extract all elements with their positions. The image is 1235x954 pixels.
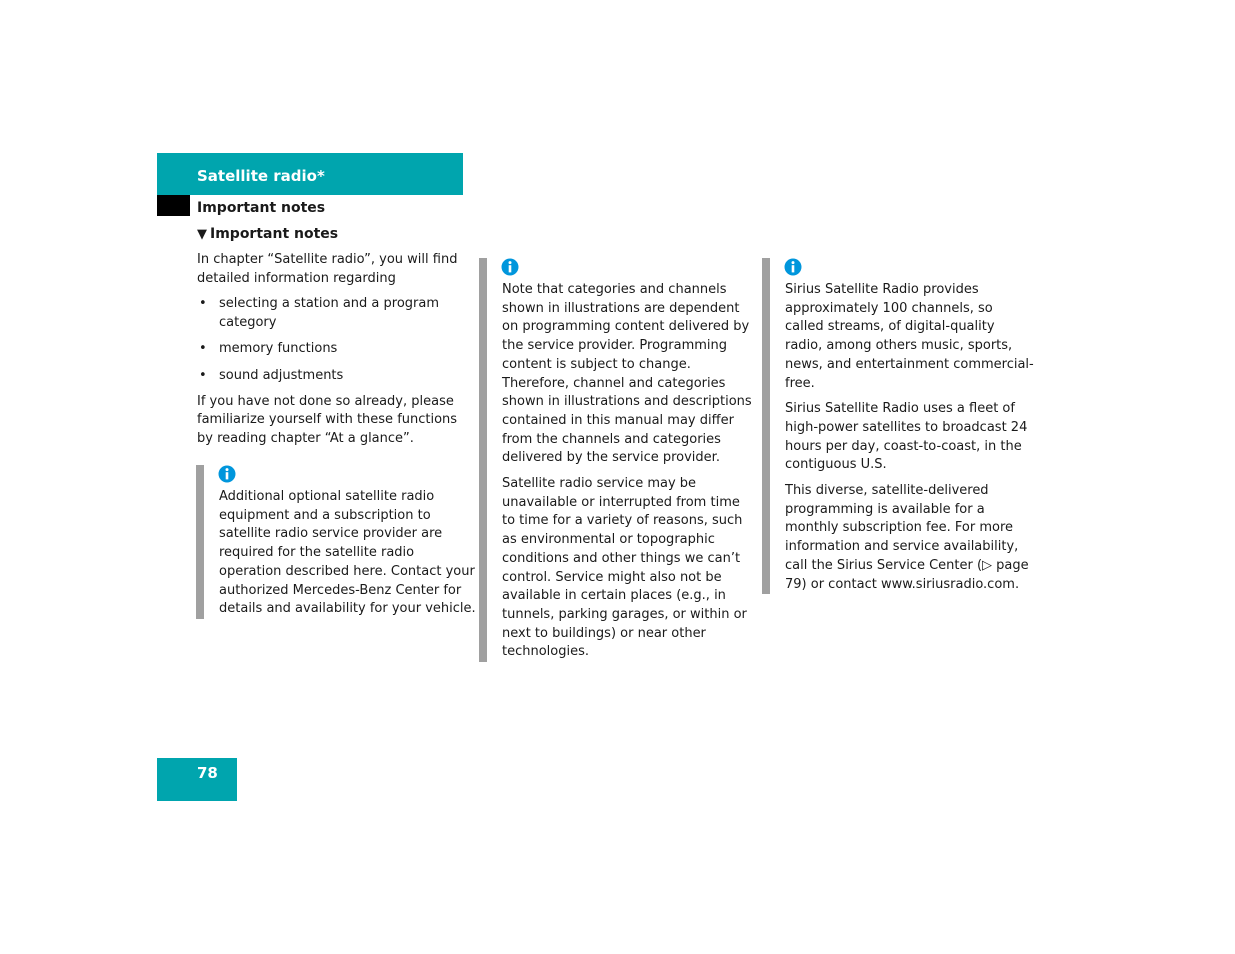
bullet-icon: • [199, 296, 207, 312]
info-icon [218, 465, 236, 483]
list-item: • sound adjustments [197, 367, 469, 386]
info-paragraph: Note that categories and channels shown in illustrations are dependent on programming content delivered by the service provider. Programming content is subject to change. Therefore, channel and categories shown in illustrations and descriptions contained in this manual may differ from the channels and categories delivered by the service provider. [502, 282, 752, 466]
triangle-down-icon: ▼ [197, 227, 207, 242]
list-item: • memory functions [197, 340, 469, 359]
bullet-icon: • [199, 341, 207, 357]
info-note-1 [196, 465, 479, 619]
list-item: • selecting a station and a program category [199, 296, 440, 331]
chapter-header-bar [157, 153, 463, 195]
page-number: 78 [197, 764, 218, 782]
info-paragraph: Sirius Satellite Radio uses a fleet of high-power satellites to broadcast 24 hours per day, coast-to-coast, in the contiguous U.S. [785, 401, 1028, 473]
function-list [197, 295, 469, 385]
info-note-2 [479, 258, 756, 662]
intro-paragraph: In chapter “Satellite radio”, you will find detailed information regarding [197, 252, 458, 286]
info-paragraph: Sirius Satellite Radio provides approximately 100 channels, so called streams, of digital-quality radio, among others music, sports, news, and entertainment commercial-free. [785, 282, 1034, 391]
section-subtitle: Important notes [197, 200, 326, 216]
bullet-icon: • [199, 367, 207, 383]
info-icon [501, 258, 519, 276]
info-note-text: Additional optional satellite radio equipment and a subscription to satellite radio service provider are required for the satellite radio operation described here. Contact your authorized Mercedes-Benz Center for details and availability for your vehicle. [219, 489, 476, 617]
section-heading [197, 225, 338, 244]
section-tab-marker [157, 195, 190, 216]
section-heading-text: Important notes [210, 226, 339, 242]
closing-paragraph: If you have not done so already, please familiarize yourself with these functions by reading chapter “At a glance”. [197, 393, 458, 447]
chapter-title: Satellite radio* [197, 167, 325, 185]
info-paragraph: This diverse, satellite-delivered programming is available for a monthly subscription fee. For more information and service availability, call the Sirius Service Center (▷ page 79) or contact www.siriusradio.com. [785, 483, 1029, 592]
page-number-box [157, 758, 237, 801]
info-note-3 [762, 258, 1039, 594]
column-1 [197, 251, 469, 456]
info-icon [784, 258, 802, 276]
info-paragraph: Satellite radio service may be unavailable or interrupted from time to time for a variety of reasons, such as environmental or topographic conditions and other things we can’t control. Service might also not be available in certain places (e.g., in tunnels, parking garages, or within or next to buildings) or near other technologies. [502, 476, 747, 660]
